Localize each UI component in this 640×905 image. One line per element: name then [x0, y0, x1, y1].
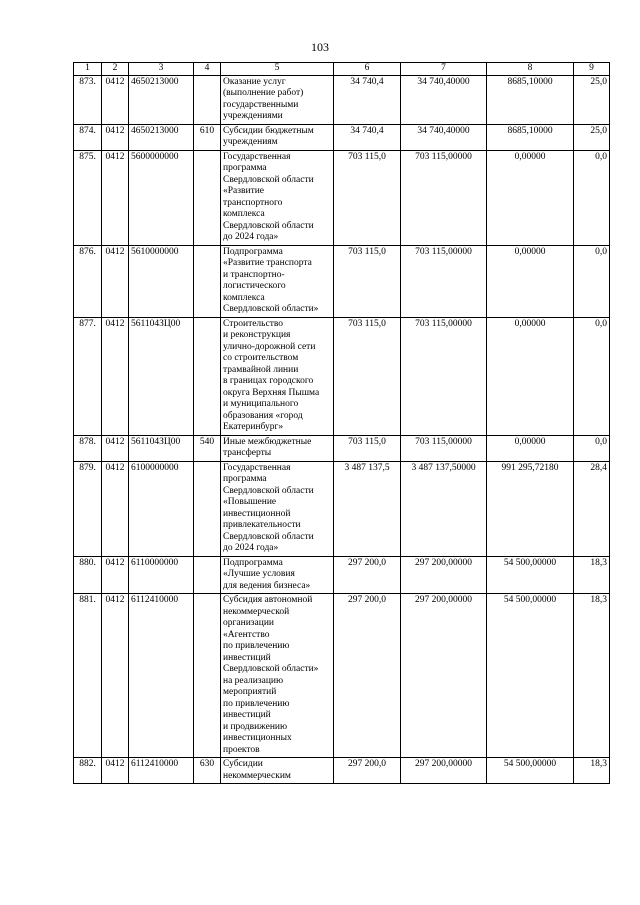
amount-approved: 297 200,00000	[401, 594, 487, 758]
section-code: 0412	[102, 124, 129, 150]
target-code: 6110000000	[129, 556, 194, 594]
section-code: 0412	[102, 317, 129, 435]
amount-planned: 3 487 137,5	[334, 461, 401, 556]
target-code: 561104ЗЦ00	[129, 317, 194, 435]
table-row	[74, 594, 610, 758]
target-code: 5600000000	[129, 150, 194, 245]
row-number: 878.	[74, 435, 102, 461]
item-name: Субсидии бюджетным учреждениям	[221, 124, 334, 150]
execution-percent: 0,0	[574, 150, 610, 245]
section-code: 0412	[102, 758, 129, 784]
col-header-1: 1	[74, 63, 102, 76]
row-number: 873.	[74, 75, 102, 124]
expense-type: 540	[194, 435, 221, 461]
table-row	[74, 461, 610, 556]
execution-percent: 0,0	[574, 435, 610, 461]
execution-percent: 25,0	[574, 75, 610, 124]
target-code: 5610000000	[129, 245, 194, 317]
target-code: 6100000000	[129, 461, 194, 556]
item-name: Субсидии некоммерческим	[221, 758, 334, 784]
table-row	[74, 556, 610, 594]
section-code: 0412	[102, 556, 129, 594]
amount-planned: 297 200,0	[334, 758, 401, 784]
amount-planned: 297 200,0	[334, 556, 401, 594]
amount-executed: 991 295,72180	[487, 461, 574, 556]
amount-planned: 34 740,4	[334, 124, 401, 150]
table-row	[74, 245, 610, 317]
target-code: 561104ЗЦ00	[129, 435, 194, 461]
amount-executed: 54 500,00000	[487, 758, 574, 784]
target-code: 6112410000	[129, 758, 194, 784]
row-number: 877.	[74, 317, 102, 435]
table-row	[74, 75, 610, 124]
amount-approved: 703 115,00000	[401, 150, 487, 245]
page-number: 103	[311, 40, 329, 54]
row-number: 879.	[74, 461, 102, 556]
execution-percent: 18,3	[574, 594, 610, 758]
section-code: 0412	[102, 435, 129, 461]
amount-planned: 703 115,0	[334, 435, 401, 461]
row-number: 875.	[74, 150, 102, 245]
amount-executed: 0,00000	[487, 245, 574, 317]
item-name: Подпрограмма «Развитие транспорта и транспортно- логистического комплекса Свердловской области»	[221, 245, 334, 317]
expense-type	[194, 75, 221, 124]
expense-type: 610	[194, 124, 221, 150]
amount-planned: 297 200,0	[334, 594, 401, 758]
item-name: Государственная программа Свердловской области «Повышение инвестиционной привлекательности Свердловской области до 2024 года»	[221, 461, 334, 556]
target-code: 4650213000	[129, 75, 194, 124]
amount-approved: 34 740,40000	[401, 75, 487, 124]
amount-executed: 8685,10000	[487, 75, 574, 124]
execution-percent: 25,0	[574, 124, 610, 150]
header-row	[74, 63, 610, 76]
expense-type	[194, 150, 221, 245]
budget-table	[73, 62, 610, 784]
table-row	[74, 435, 610, 461]
col-header-6: 6	[334, 63, 401, 76]
section-code: 0412	[102, 75, 129, 124]
section-code: 0412	[102, 150, 129, 245]
table-row	[74, 150, 610, 245]
amount-approved: 34 740,40000	[401, 124, 487, 150]
amount-executed: 8685,10000	[487, 124, 574, 150]
expense-type	[194, 461, 221, 556]
execution-percent: 18,3	[574, 758, 610, 784]
amount-executed: 0,00000	[487, 150, 574, 245]
amount-executed: 54 500,00000	[487, 594, 574, 758]
amount-planned: 703 115,0	[334, 245, 401, 317]
expense-type	[194, 556, 221, 594]
amount-planned: 703 115,0	[334, 317, 401, 435]
amount-planned: 34 740,4	[334, 75, 401, 124]
expense-type: 630	[194, 758, 221, 784]
target-code: 6112410000	[129, 594, 194, 758]
item-name: Государственная программа Свердловской области «Развитие транспортного комплекса Свердловской области до 2024 года»	[221, 150, 334, 245]
amount-approved: 297 200,00000	[401, 758, 487, 784]
amount-approved: 297 200,00000	[401, 556, 487, 594]
section-code: 0412	[102, 461, 129, 556]
amount-planned: 703 115,0	[334, 150, 401, 245]
amount-approved: 3 487 137,50000	[401, 461, 487, 556]
table-row	[74, 124, 610, 150]
expense-type	[194, 317, 221, 435]
execution-percent: 28,4	[574, 461, 610, 556]
expense-type	[194, 245, 221, 317]
col-header-4: 4	[194, 63, 221, 76]
col-header-3: 3	[129, 63, 194, 76]
col-header-5: 5	[221, 63, 334, 76]
row-number: 881.	[74, 594, 102, 758]
amount-approved: 703 115,00000	[401, 317, 487, 435]
section-code: 0412	[102, 245, 129, 317]
item-name: Оказание услуг (выполнение работ) государственными учреждениями	[221, 75, 334, 124]
table-row	[74, 758, 610, 784]
item-name: Строительство и реконструкция улично-дорожной сети со строительством трамвайной линии в границах городского округа Верхняя Пышма и муниципального образования «город Екатеринбург»	[221, 317, 334, 435]
item-name: Субсидия автономной некоммерческой организации «Агентство по привлечению инвестиций Свердловской области» на реализацию мероприятий по привлечению инвестиций и продвижению инвестиционных проектов	[221, 594, 334, 758]
col-header-7: 7	[401, 63, 487, 76]
execution-percent: 18,3	[574, 556, 610, 594]
row-number: 876.	[74, 245, 102, 317]
amount-approved: 703 115,00000	[401, 245, 487, 317]
table-row	[74, 317, 610, 435]
col-header-9: 9	[574, 63, 610, 76]
item-name: Подпрограмма «Лучшие условия для ведения бизнеса»	[221, 556, 334, 594]
section-code: 0412	[102, 594, 129, 758]
row-number: 882.	[74, 758, 102, 784]
amount-executed: 0,00000	[487, 317, 574, 435]
row-number: 874.	[74, 124, 102, 150]
amount-executed: 54 500,00000	[487, 556, 574, 594]
execution-percent: 0,0	[574, 245, 610, 317]
expense-type	[194, 594, 221, 758]
target-code: 4650213000	[129, 124, 194, 150]
execution-percent: 0,0	[574, 317, 610, 435]
item-name: Иные межбюджетные трансферты	[221, 435, 334, 461]
col-header-2: 2	[102, 63, 129, 76]
amount-approved: 703 115,00000	[401, 435, 487, 461]
row-number: 880.	[74, 556, 102, 594]
col-header-8: 8	[487, 63, 574, 76]
amount-executed: 0,00000	[487, 435, 574, 461]
